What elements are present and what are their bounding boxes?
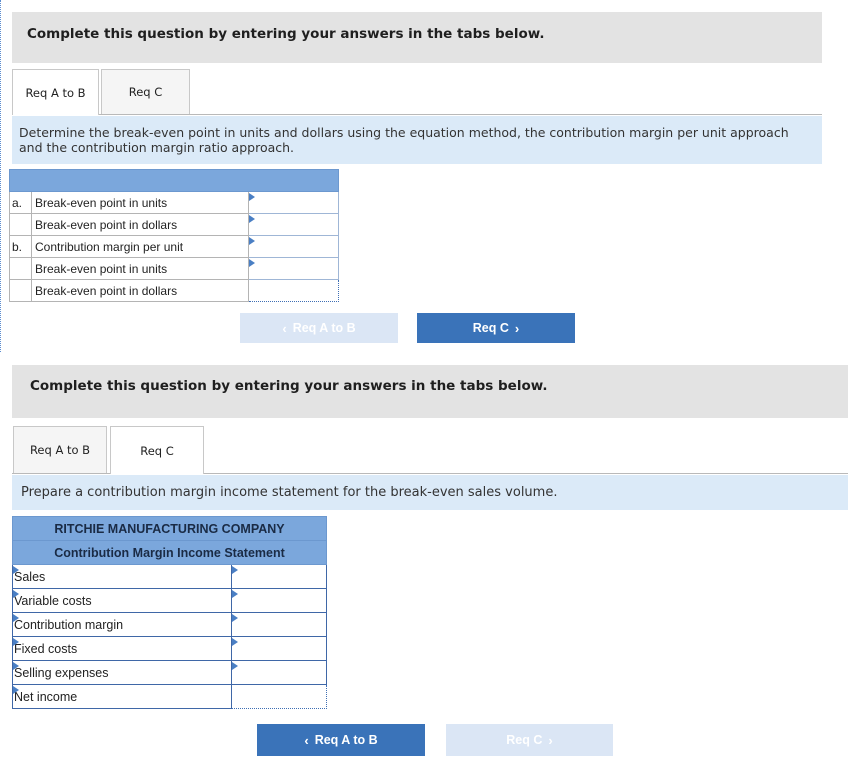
next-req-label: Req C (472, 321, 509, 335)
flag-icon (232, 662, 238, 670)
row-label-cell[interactable] (13, 685, 232, 709)
row-label: Contribution margin per unit (32, 236, 249, 258)
flag-icon (232, 614, 238, 622)
row-letter: b. (10, 236, 32, 258)
answer-cell[interactable] (249, 258, 339, 280)
table-row (13, 565, 327, 589)
row-label-cell[interactable] (13, 565, 232, 589)
answer-cell[interactable] (249, 236, 339, 258)
question-header (12, 365, 848, 418)
answer-input[interactable] (249, 214, 338, 235)
row-label-cell[interactable] (13, 637, 232, 661)
amount-input[interactable] (232, 637, 326, 660)
question-header (12, 12, 822, 63)
row-label: Break-even point in dollars (32, 214, 249, 236)
flag-icon (232, 638, 238, 646)
row-label: Variable costs (14, 593, 92, 608)
prev-req-label: Req A to B (314, 733, 378, 747)
answer-input[interactable] (249, 280, 338, 301)
prev-req-label: Req A to B (292, 321, 356, 335)
company-name: RITCHIE MANUFACTURING COMPANY (13, 517, 327, 541)
row-letter (10, 214, 32, 236)
tab-label: Req A to B (25, 85, 86, 100)
flag-icon (13, 686, 19, 694)
row-letter (10, 280, 32, 302)
chevron-left-icon: ‹ (282, 320, 287, 336)
answer-input[interactable] (249, 236, 338, 257)
row-label-cell[interactable] (13, 589, 232, 613)
row-label: Break-even point in units (32, 192, 249, 214)
tab-req-c[interactable] (110, 426, 204, 474)
instruction-box (12, 116, 822, 164)
amount-cell[interactable] (232, 685, 327, 709)
answer-input[interactable] (249, 258, 338, 279)
row-letter (10, 258, 32, 280)
flag-icon (13, 590, 19, 598)
chevron-left-icon: ‹ (304, 732, 309, 748)
flag-icon (249, 259, 255, 267)
row-label: Break-even point in units (32, 258, 249, 280)
row-label-cell[interactable] (13, 661, 232, 685)
amount-cell[interactable] (232, 565, 327, 589)
next-req-button[interactable] (446, 724, 613, 756)
answer-input[interactable] (249, 192, 338, 213)
table-row (13, 589, 327, 613)
row-label: Contribution margin (14, 617, 124, 632)
flag-icon (13, 638, 19, 646)
left-dotted-guide (0, 0, 1, 352)
chevron-right-icon: › (548, 732, 553, 748)
statement-title-row (13, 541, 327, 565)
income-statement-table (12, 516, 327, 709)
flag-icon (249, 237, 255, 245)
row-label: Break-even point in dollars (32, 280, 249, 302)
table-row (13, 661, 327, 685)
answer-cell[interactable] (249, 214, 339, 236)
prev-req-button[interactable] (240, 313, 398, 343)
amount-input[interactable] (232, 661, 326, 684)
flag-icon (13, 614, 19, 622)
amount-cell[interactable] (232, 637, 327, 661)
row-label: Sales (14, 569, 46, 584)
tab-strip-line (12, 114, 822, 115)
tab-req-c[interactable] (101, 69, 190, 114)
amount-cell[interactable] (232, 661, 327, 685)
row-label: Net income (14, 689, 78, 704)
next-req-label: Req C (506, 733, 543, 747)
question-header-text: Complete this question by entering your answers in the tabs below. (30, 378, 548, 394)
table-row (10, 236, 339, 258)
flag-icon (249, 193, 255, 201)
amount-input[interactable] (232, 685, 326, 708)
row-label: Fixed costs (14, 641, 78, 656)
chevron-right-icon: › (514, 320, 520, 336)
next-req-button[interactable] (417, 313, 575, 343)
question-header-text: Complete this question by entering your answers in the tabs below. (27, 26, 545, 42)
prev-req-button[interactable] (257, 724, 425, 756)
amount-input[interactable] (232, 613, 326, 636)
statement-company-row (13, 517, 327, 541)
row-letter: a. (10, 192, 32, 214)
flag-icon (13, 566, 19, 574)
tab-req-a-to-b[interactable] (12, 69, 99, 115)
amount-cell[interactable] (232, 589, 327, 613)
flag-icon (232, 590, 238, 598)
tab-label: Req C (140, 443, 174, 458)
flag-icon (249, 215, 255, 223)
tab-req-a-to-b[interactable] (13, 426, 107, 473)
tab-label: Req C (128, 85, 163, 99)
answer-cell[interactable] (249, 280, 339, 302)
table-row (10, 258, 339, 280)
flag-icon (232, 566, 238, 574)
flag-icon (13, 662, 19, 670)
instruction-text: Determine the break-even point in units and dollars using the equation method, the contribution margin per unit approach and the contribution margin ratio approach. (19, 125, 789, 155)
break-even-table (9, 169, 339, 302)
table-header-row (10, 170, 339, 192)
table-row (10, 280, 339, 302)
answer-cell[interactable] (249, 192, 339, 214)
statement-title: Contribution Margin Income Statement (13, 541, 327, 565)
table-row (10, 192, 339, 214)
table-row (10, 214, 339, 236)
amount-cell[interactable] (232, 613, 327, 637)
table-row (13, 685, 327, 709)
amount-input[interactable] (232, 565, 326, 588)
row-label: Selling expenses (14, 665, 109, 680)
instruction-box (12, 475, 848, 510)
row-label-cell[interactable] (13, 613, 232, 637)
table-row (13, 637, 327, 661)
instruction-text: Prepare a contribution margin income statement for the break-even sales volume. (21, 485, 558, 500)
amount-input[interactable] (232, 589, 326, 612)
table-row (13, 613, 327, 637)
tab-label: Req A to B (29, 443, 91, 457)
